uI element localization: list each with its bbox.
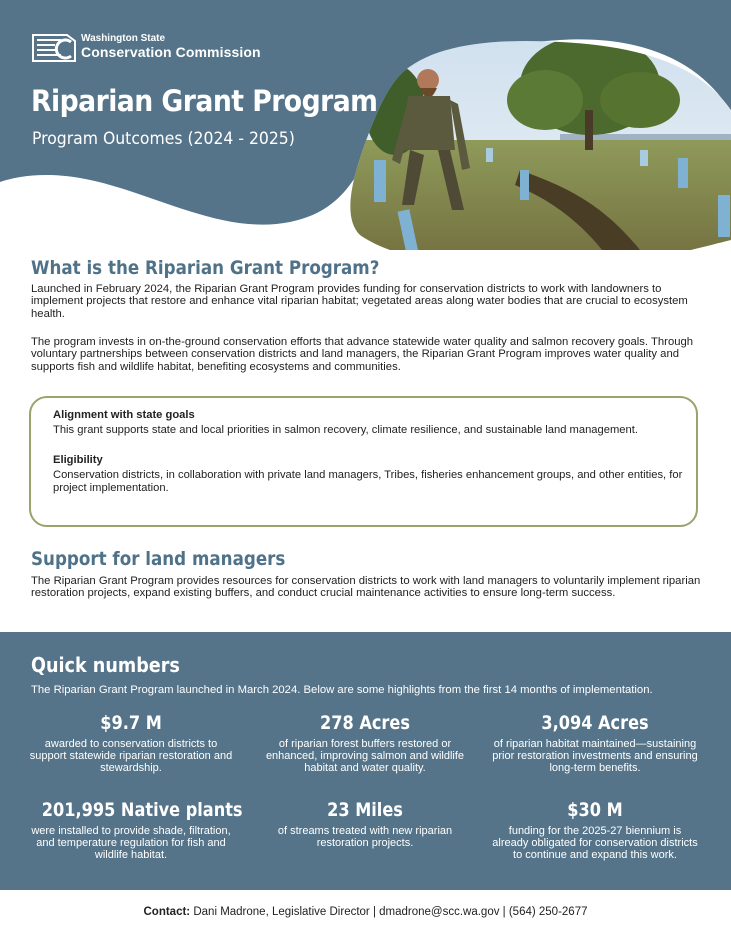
logo-line-2: Conservation Commission [81,43,261,60]
alignment-text: This grant supports state and local priorities in salmon recovery, climate resilience, and sustainable land management. [53,424,638,436]
stat-value: $9.7 M [100,712,162,734]
page-title: Riparian Grant Program [31,84,378,118]
stat-value: 278 Acres [320,712,410,734]
stat-description: of streams treated with new riparian restoration projects. [277,825,453,850]
commission-logo [31,31,261,63]
stat-description: were installed to provide shade, filtration, and temperature regulation for fish and wildlife habitat. [31,825,231,862]
stat-value: $30 M [567,799,623,821]
contact-line [0,906,731,918]
stat-description: funding for the 2025-27 biennium is already obligated for conservation districts to continue and expand this work. [492,825,698,862]
stat-description: of riparian habitat maintained—sustaining prior restoration investments and ensuring long-term benefits. [492,738,698,775]
stat-value: 23 Miles [327,799,403,821]
stat-future-funding [490,799,700,862]
stat-stream-miles [260,799,470,849]
what-is-paragraph-2: The program invests in on-the-ground conservation efforts that advance statewide water quality and salmon recovery goals. Through voluntary partnerships between conservation districts and land managers, the Riparian Grant Program improves water quality and supports fish and wildlife habitat, benefiting ecosystems and communities. [31,336,694,373]
quick-numbers-heading: Quick numbers [31,653,180,677]
stat-description: awarded to conservation districts to support statewide riparian restoration and stewardship. [29,738,233,775]
logo-line-1: Washington State [81,33,166,45]
support-paragraph: The Riparian Grant Program provides resources for conservation districts to work with land managers to voluntarily implement riparian restoration projects, expand existing buffers, and conduct crucial maintenance activities to ensure long-term success. [31,575,701,600]
alignment-heading: Alignment with state goals [53,409,195,421]
commission-logo-icon [31,31,77,63]
stat-value: 3,094 Acres [541,712,649,734]
stat-acres-maintained [490,712,700,775]
stat-funding-awarded [26,712,236,775]
support-heading: Support for land managers [31,548,286,570]
what-is-paragraph-1: Launched in February 2024, the Riparian Grant Program provides funding for conservation districts to work with landowners to implement projects that restore and enhance vital riparian habitat; vegetated areas along water bodies that are crucial to ecosystem health. [31,283,688,320]
stat-native-plants [26,799,243,862]
goals-box [29,396,698,527]
eligibility-heading: Eligibility [53,454,103,467]
eligibility-text: Conservation districts, in collaboration with private land managers, Tribes, fisheries enhancement groups, and other entities, for project implementation. [53,469,683,494]
stat-value: 201,995 Native plants [41,799,243,821]
contact-details: Dani Madrone, Legislative Director | dmadrone@scc.wa.gov | (564) 250-2677 [193,906,588,918]
stat-acres-restored [260,712,470,775]
quick-numbers-panel [0,632,731,890]
stat-description: of riparian forest buffers restored or enhanced, improving salmon and wildlife habitat and water quality. [265,738,465,775]
what-is-heading: What is the Riparian Grant Program? [31,257,380,279]
page-subtitle: Program Outcomes (2024 - 2025) [32,129,295,149]
header-banner [0,0,731,250]
quick-numbers-intro: The Riparian Grant Program launched in March 2024. Below are some highlights from the first 14 months of implementation. [31,684,653,696]
contact-label: Contact: [143,906,191,918]
